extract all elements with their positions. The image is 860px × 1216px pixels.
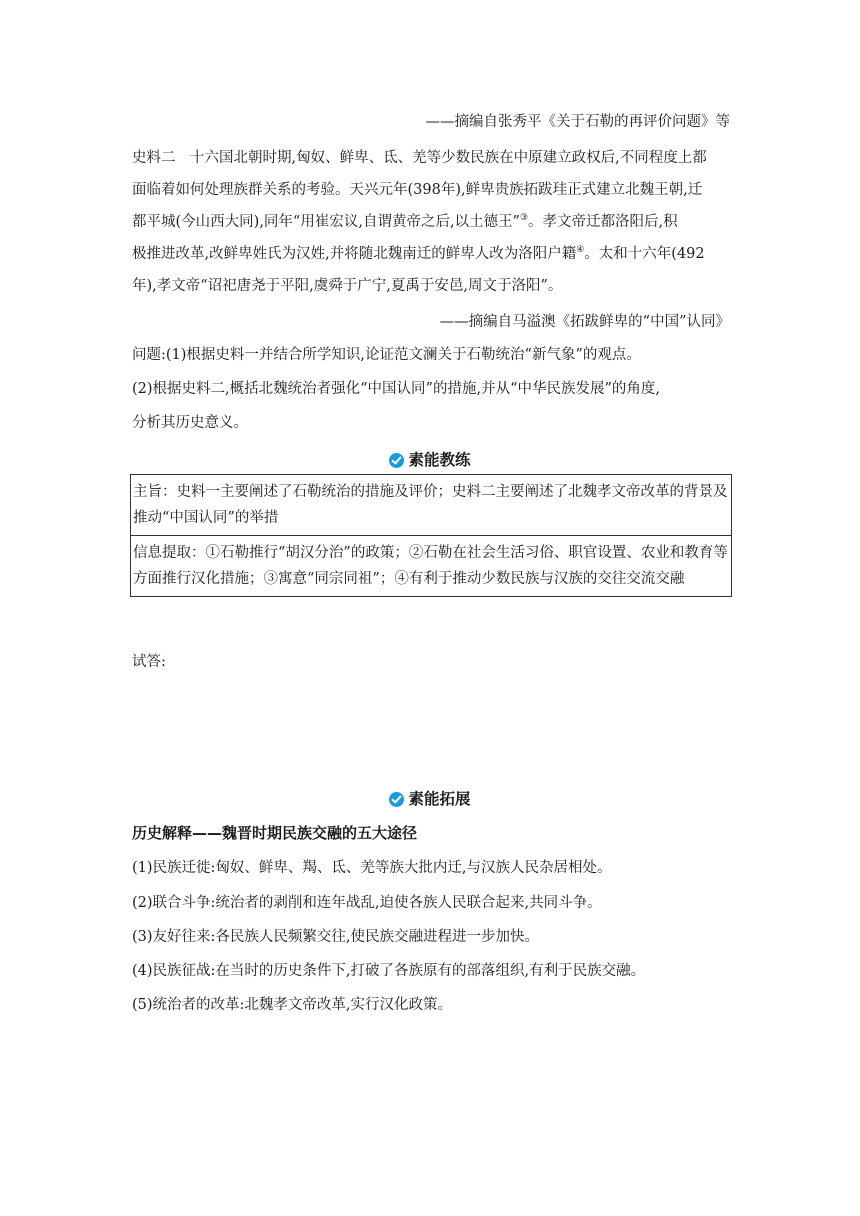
answer-label: 试答:	[132, 654, 166, 670]
training-info: 信息提取：①石勒推行“胡汉分治”的政策；②石勒在社会生活习俗、职官设置、农业和教育等方面推行汉化措施；③寓意“同宗同祖”；④有利于推动少数民族与汉族的交往交流交融	[133, 545, 728, 587]
footnote-4: ④	[576, 245, 585, 256]
expansion-item-2: (2)联合斗争:统治者的剥削和连年战乱,迫使各族人民联合起来,共同斗争。	[132, 895, 602, 911]
expansion-item-5: (5)统治者的改革:北魏孝文帝改革,实行汉化政策。	[132, 997, 453, 1013]
material2-line-4-text: 极推进改革,改鲜卑姓氏为汉姓,并将随北魏南迁的鲜卑人改为洛阳户籍	[132, 246, 577, 262]
training-heading	[0, 449, 860, 471]
source-citation-1: ——摘编自张秀平《关于石勒的再评价问题》等	[425, 114, 730, 130]
material2-line-3-text: 都平城(今山西大同),同年“用崔宏议,自谓黄帝之后,以土德王”	[132, 214, 520, 230]
material2-line-3	[132, 212, 732, 232]
question-1: 问题:(1)根据史料一并结合所学知识,论证范文澜关于石勒统治“新气象”的观点。	[132, 347, 641, 363]
question-2-line-2: 分析其历史意义。	[132, 415, 248, 431]
material2-line-4-tail: 。太和十六年(492	[584, 246, 705, 262]
source-citation-2: ——摘编自马溢澳《拓跋鲜卑的“中国”认同》	[439, 314, 730, 330]
material2-line-2: 面临着如何处理族群关系的考验。天兴元年(398年),鲜卑贵族拓跋珪正式建立北魏王朝,迁	[132, 182, 703, 198]
training-heading-text: 素能教练	[408, 451, 471, 469]
footnote-3: ③	[519, 213, 529, 224]
material2-line-1: 史料二 十六国北朝时期,匈奴、鲜卑、氐、羌等少数民族在中原建立政权后,不同程度上都	[132, 150, 707, 166]
material2-line-4	[132, 244, 732, 264]
question-2-line-1: (2)根据史料二,概括北魏统治者强化“中国认同”的措施,并从“中华民族发展”的角度,	[132, 381, 661, 397]
expansion-item-1: (1)民族迁徙:匈奴、鲜卑、羯、氐、羌等族大批内迁,与汉族人民杂居相处。	[132, 860, 612, 876]
check-badge-icon	[389, 453, 404, 468]
training-theme: 主旨：史料一主要阐述了石勒统治的措施及评价；史料二主要阐述了北魏孝文帝改革的背景及推动“中国认同”的举措	[131, 475, 731, 536]
expansion-item-4: (4)民族征战:在当时的历史条件下,打破了各族原有的部落组织,有利于民族交融。	[132, 963, 646, 979]
expansion-heading-text: 素能拓展	[408, 790, 471, 808]
material2-line-3-tail: 。孝文帝迁都洛阳后,积	[528, 214, 678, 230]
training-box	[130, 474, 732, 597]
material2-line-5: 年),孝文帝“诏祀唐尧于平阳,虞舜于广宁,夏禹于安邑,周文于洛阳”。	[132, 278, 563, 294]
expansion-heading	[0, 788, 860, 810]
check-badge-icon	[389, 792, 404, 807]
expansion-title: 历史解释——魏晋时期民族交融的五大途径	[132, 824, 418, 842]
expansion-item-3: (3)友好往来:各民族人民频繁交往,使民族交融进程进一步加快。	[132, 929, 540, 945]
